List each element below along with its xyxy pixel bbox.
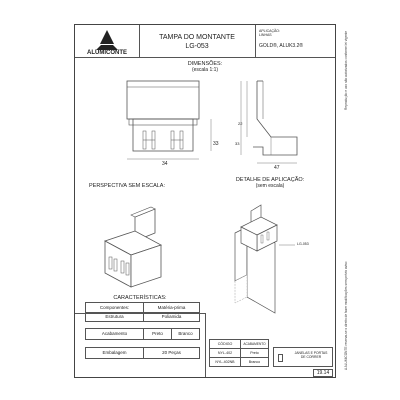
- detail-title: DETALHE DE APLICAÇÃO:: [235, 177, 305, 183]
- code-row-1-finish: Preto: [250, 351, 259, 355]
- finish-label: Acabamento: [101, 331, 128, 336]
- finish-header: ACABAMENTO: [243, 342, 266, 346]
- char-right-border: [205, 313, 206, 377]
- characteristics-title: CARACTERÍSTICAS:: [113, 295, 167, 301]
- detail-callout: LG-053: [297, 242, 309, 246]
- dim-height-label: 33: [213, 141, 219, 147]
- application-note-box: [273, 347, 333, 367]
- finish-option-white: Branco: [178, 331, 193, 336]
- side-view-drawing: [235, 75, 325, 175]
- components-label: Componentes:: [99, 305, 130, 310]
- product-code: LG-053: [185, 43, 209, 50]
- packaging-value: 20 Peças: [162, 350, 181, 355]
- brand-logo: [81, 28, 133, 56]
- product-datasheet: [74, 24, 336, 378]
- application-label: APLICAÇÃO:: [259, 29, 281, 33]
- side-note-left: A ALUMICONTE reserva-se o direito de fazer modificações sem prévio aviso: [344, 261, 348, 370]
- packaging-label: Embalagem: [102, 350, 127, 355]
- code-table: [209, 339, 269, 367]
- side-note-right: Reprodução e uso não autorizados conforme lei vigente: [344, 30, 348, 110]
- dim-width-label: 34: [162, 161, 168, 167]
- structure-value: Poliamida: [161, 314, 182, 319]
- structure-label: Estrutura: [105, 314, 124, 319]
- detail-scale: (sem escala): [255, 183, 285, 189]
- dimensions-title: DIMENSÕES:: [187, 61, 223, 67]
- code-row-2-finish: Branco: [248, 360, 261, 364]
- finish-table: [85, 328, 200, 340]
- page-number-box: [313, 369, 333, 377]
- brand-name: ALUMICONTE: [87, 50, 127, 56]
- dimensions-scale: (escala 1:1): [191, 67, 219, 73]
- code-header: CÓDIGO: [217, 342, 233, 346]
- finish-option-black: Preto: [152, 331, 163, 336]
- product-title: TAMPA DO MONTANTE: [159, 34, 235, 41]
- header-col-divider-2: [255, 25, 256, 57]
- perspective-drawing: [95, 197, 195, 297]
- lines-label: LINHAS: [259, 33, 272, 37]
- dim-total-height-label: 33: [235, 141, 240, 146]
- composition-table: [85, 302, 200, 322]
- code-row-2-code: NYL-402NB: [215, 360, 235, 364]
- application-note: JANELAS E PORTAS DE CORRER: [294, 351, 328, 359]
- detail-drawing: [215, 193, 325, 323]
- dim-depth-label: 47: [274, 165, 280, 171]
- window-symbol-icon: [278, 354, 283, 362]
- packaging-table: [85, 347, 200, 359]
- code-row-divider: [210, 357, 268, 358]
- front-view-drawing: [115, 75, 215, 175]
- dim-height-right-label: 22: [238, 121, 243, 126]
- perspective-title: PERSPECTIVA SEM ESCALA:: [89, 183, 166, 189]
- header-divider: [75, 57, 335, 58]
- code-header-divider: [210, 348, 268, 349]
- lines-value: GOLD®, ALUK3.2®: [259, 43, 304, 49]
- header-col-divider-1: [139, 25, 140, 57]
- code-row-1-code: NYL-402: [217, 351, 233, 355]
- page-number: 19.14: [316, 370, 330, 376]
- components-value: Matéria-prima: [157, 305, 186, 310]
